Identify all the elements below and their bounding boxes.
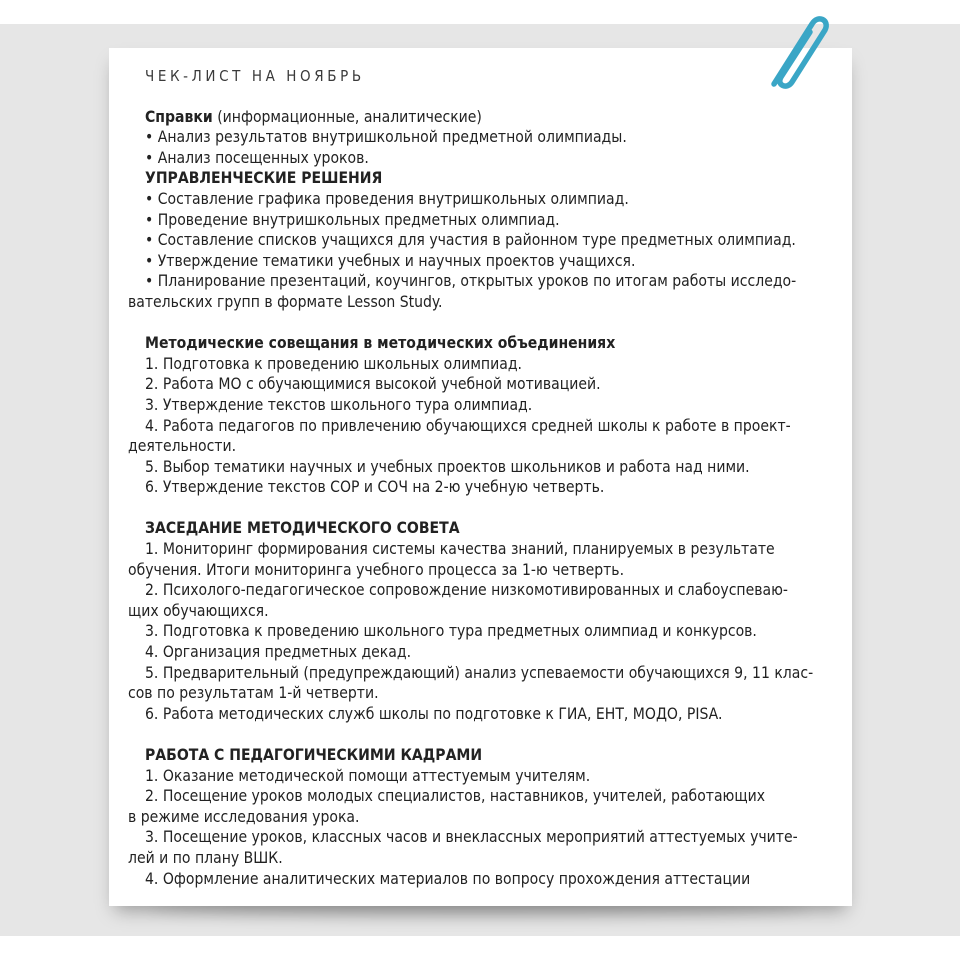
spravki-item: • Анализ посещенных уроков.: [145, 148, 369, 167]
metod-item: 3. Утверждение текстов школьного тура олимпиад.: [145, 395, 533, 414]
sovet-item: 4. Организация предметных декад.: [145, 643, 412, 662]
sovet-item: 5. Предварительный (предупреждающий) анализ успеваемости обучающихся 9, 11 клас-: [145, 663, 814, 682]
upr-item-continuation: вательских групп в формате Lesson Study.: [128, 292, 443, 311]
sovet-item: 3. Подготовка к проведению школьного тура предметных олимпиад и конкурсов.: [145, 622, 757, 641]
metod-item: 2. Работа МО с обучающимися высокой учебной мотивацией.: [145, 375, 601, 394]
metod-item: 1. Подготовка к проведению школьных олимпиад.: [145, 354, 522, 373]
upr-item: • Планирование презентаций, коучингов, открытых уроков по итогам работы исследо-: [145, 272, 797, 291]
spravki-item: • Анализ результатов внутришкольной предметной олимпиады.: [145, 128, 627, 147]
kadry-item: 3. Посещение уроков, классных часов и внеклассных мероприятий аттестуемых учите-: [145, 828, 798, 847]
sovet-item: 2. Психолого-педагогическое сопровождение низкомотивированных и слабоуспеваю-: [145, 581, 788, 600]
checklist-content: [128, 66, 841, 889]
upr-item: • Проведение внутришкольных предметных олимпиад.: [145, 210, 560, 229]
sovet-item: 1. Мониторинг формирования системы качества знаний, планируемых в результате: [145, 540, 775, 559]
kadry-item: 1. Оказание методической помощи аттестуемым учителям.: [145, 766, 591, 785]
sovet-item-continuation: щих обучающихся.: [128, 601, 269, 620]
kadry-item: 2. Посещение уроков молодых специалистов, наставников, учителей, работающих: [145, 787, 765, 806]
spravki-heading-line: [145, 107, 841, 128]
metod-item: 6. Утверждение текстов СОР и СОЧ на 2-ю учебную четверть.: [145, 478, 605, 497]
kadry-item-continuation: лей и по плану ВШК.: [128, 848, 283, 867]
spravki-heading: Справки: [145, 107, 213, 126]
metod-heading: Методические совещания в методических объединениях: [145, 334, 616, 353]
metod-item-continuation: деятельности.: [128, 437, 237, 456]
metod-item: 4. Работа педагогов по привлечению обучающихся средней школы к работе в проект-: [145, 416, 791, 435]
kadry-item-continuation: в режиме исследования урока.: [128, 807, 360, 826]
upr-heading: УПРАВЛЕНЧЕСКИЕ РЕШЕНИЯ: [145, 169, 383, 188]
spravki-heading-note: (информационные, аналитические): [212, 107, 482, 126]
kadry-item: 4. Оформление аналитических материалов по вопросу прохождения аттестации: [145, 869, 751, 888]
kadry-heading: РАБОТА С ПЕДАГОГИЧЕСКИМИ КАДРАМИ: [145, 746, 483, 764]
sovet-heading: ЗАСЕДАНИЕ МЕТОДИЧЕСКОГО СОВЕТА: [145, 519, 460, 538]
sovet-item-continuation: сов по результатам 1-й четверти.: [128, 684, 379, 703]
sovet-item-continuation: обучения. Итоги мониторинга учебного процесса за 1-ю четверть.: [128, 560, 625, 579]
page-title: ЧЕК-ЛИСТ НА НОЯБРЬ: [145, 67, 365, 85]
sovet-item: 6. Работа методических служб школы по подготовке к ГИА, ЕНТ, МОДО, PISA.: [145, 704, 723, 723]
upr-item: • Утверждение тематики учебных и научных проектов учащихся.: [145, 251, 636, 270]
upr-item: • Составление списков учащихся для участия в районном туре предметных олимпиад.: [145, 231, 796, 250]
upr-item: • Составление графика проведения внутришкольных олимпиад.: [145, 189, 629, 208]
metod-item: 5. Выбор тематики научных и учебных проектов школьников и работа над ними.: [145, 457, 750, 476]
